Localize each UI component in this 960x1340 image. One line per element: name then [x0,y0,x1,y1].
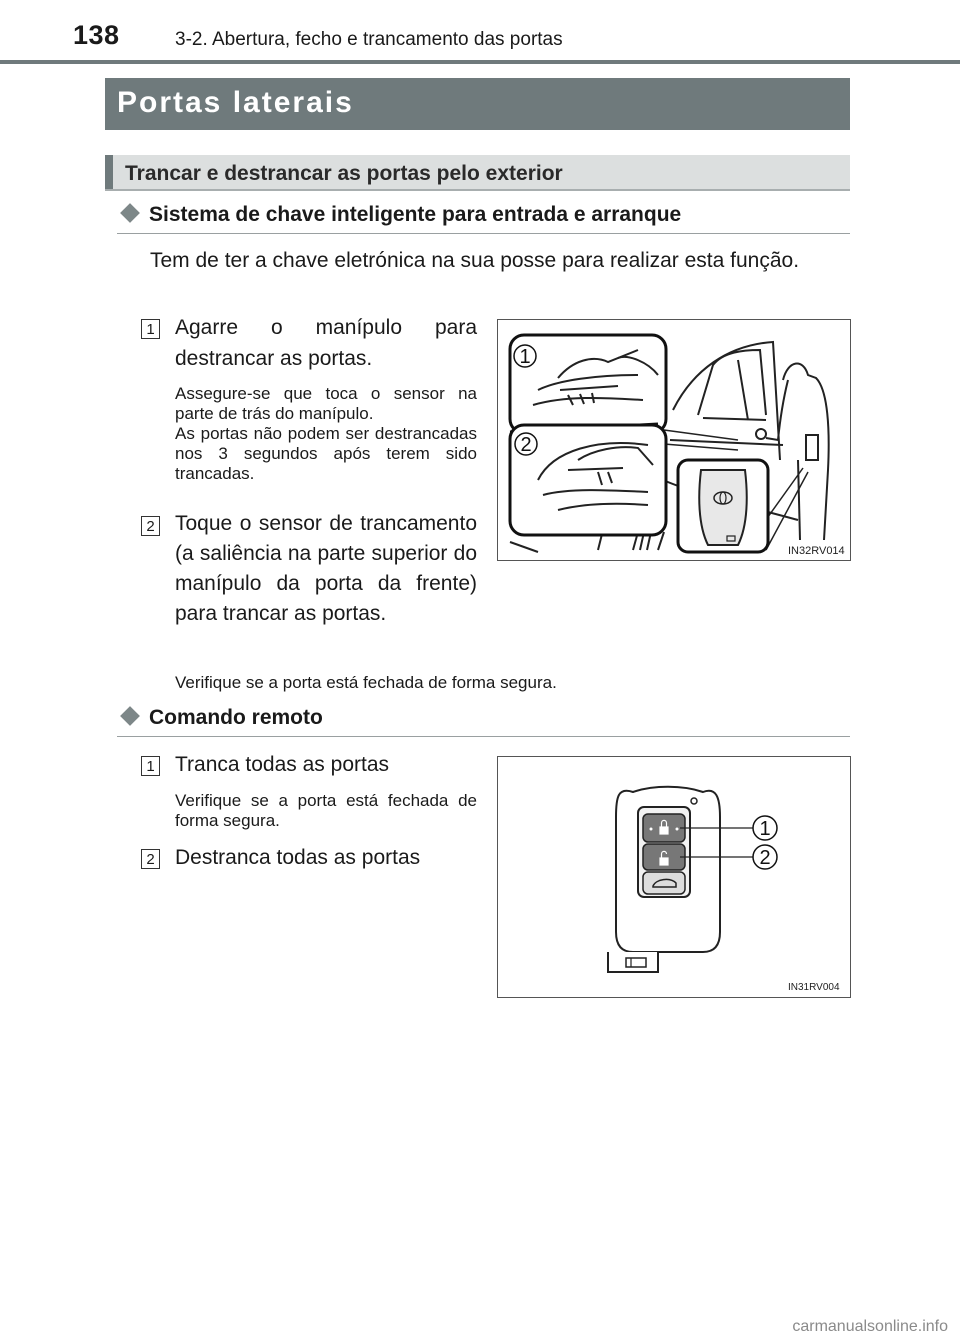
step-number-badge: 2 [141,849,160,869]
section-title: Portas laterais [117,86,354,119]
smart-key-heading-text: Sistema de chave inteligente para entrada e arranque [149,203,682,226]
smart-key-step1-note2: As portas não podem ser destrancadas nos 3 segundos após terem sido trancadas. [175,424,477,483]
smart-key-intro: Tem de ter a chave eletrónica na sua posse para realizar esta função. [150,249,800,272]
smart-key-step2-text: Toque o sensor de trancamento (a saliência na parte superior do manípulo da porta da frente) para trancar as portas. [175,512,477,625]
figure1-callout-2: 2 [520,434,532,456]
figure2-callout-2: 2 [759,847,771,869]
subsection-banner-bar [105,155,113,189]
figure1-code: IN32RV014 [788,545,845,557]
subsection-banner [105,155,850,191]
figure2-callout-1: 1 [759,818,771,840]
smart-key-step2-note: Verifique se a porta está fechada de forma segura. [175,673,557,692]
heading-rule [117,736,850,737]
chapter-title: 3-2. Abertura, fecho e trancamento das portas [175,29,563,50]
door-handle-smart-key-icon [498,320,850,560]
watermark: carmanualsonline.info [792,1318,948,1335]
step-number-badge: 1 [141,756,160,776]
header-rule [0,60,960,64]
smart-key-step1-note1: Assegure-se que toca o sensor na parte de trás do manípulo. [175,384,477,423]
remote-heading-text: Comando remoto [149,706,323,729]
remote-step1-text: Tranca todas as portas [175,753,389,776]
diamond-bullet-icon [120,706,140,726]
remote-step2-text: Destranca todas as portas [175,846,421,869]
smart-key-step1-text: Agarre o manípulo para destrancar as portas. [175,316,477,370]
page-number: 138 [73,20,120,50]
remote-step1-note: Verifique se a porta está fechada de forma segura. [175,791,477,830]
section-title-banner [105,78,850,130]
subsection-title: Trancar e destrancar as portas pelo exterior [125,162,563,185]
figure2-code: IN31RV004 [788,982,840,993]
door-handle-figure [497,319,851,561]
smart-key-heading [117,203,681,227]
step-number-badge: 1 [141,319,160,339]
step-number-badge: 2 [141,516,160,536]
heading-rule [117,233,850,234]
figure1-callout-1: 1 [519,346,531,368]
remote-key-fob-icon [498,757,850,997]
diamond-bullet-icon [120,203,140,223]
remote-heading [117,706,323,730]
remote-key-figure [497,756,851,998]
